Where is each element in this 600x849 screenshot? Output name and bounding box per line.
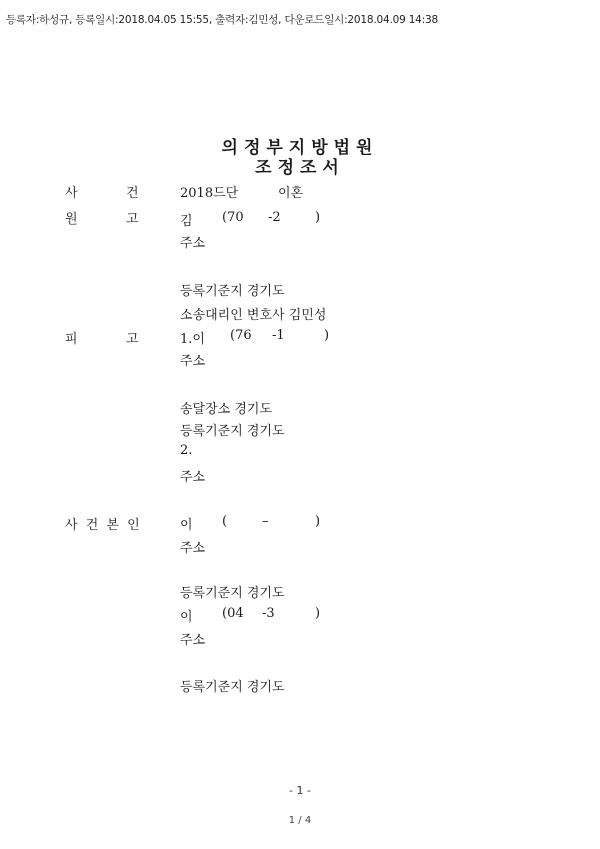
principal-2-address: 주소 (180, 633, 206, 648)
plaintiff-registry: 등록기준지 경기도 (180, 284, 285, 299)
defendant-registry: 등록기준지 경기도 (180, 424, 285, 439)
defendant-delivery: 송달장소 경기도 (180, 402, 273, 417)
case-label-1: 사 (65, 186, 78, 201)
page-counter: 1 / 4 (288, 815, 312, 826)
plaintiff-label-2: 고 (126, 212, 139, 227)
principal-2-name: 이 (180, 610, 193, 625)
plaintiff-address: 주소 (180, 236, 206, 251)
principal-2-id-open: (04 (222, 606, 244, 621)
defendant-2-address: 주소 (180, 470, 206, 485)
plaintiff-attorney: 소송대리인 변호사 김민성 (180, 308, 327, 323)
principal-1-id-open: ( (222, 514, 228, 529)
defendant-label-1: 피 (65, 332, 78, 347)
plaintiff-id-open: (70 (222, 210, 244, 225)
defendant-1-address: 주소 (180, 354, 206, 369)
case-number: 2018드단 (180, 186, 239, 201)
plaintiff-id-mid: -2 (268, 210, 281, 225)
defendant-1-id-open: (76 (230, 328, 252, 343)
court-name: 의정부지방법원 (221, 138, 379, 158)
principal-1-address: 주소 (180, 541, 206, 556)
principal-1-id-close: ) (315, 514, 321, 529)
download-header: 등록자:하성규, 등록일시:2018.04.05 15:55, 출력자:김민성, 다운로드일시:2018.04.09 14:38 (6, 14, 438, 26)
principal-2-id-mid: -3 (262, 606, 275, 621)
plaintiff-id-close: ) (315, 210, 321, 225)
case-name: 이혼 (278, 186, 304, 201)
defendant-1-id-mid: -1 (272, 328, 285, 343)
plaintiff-name: 김 (180, 214, 193, 229)
principal-label: 사 건 본 인 (65, 518, 142, 533)
defendant-1-id-close: ) (324, 328, 330, 343)
principal-2-registry: 등록기준지 경기도 (180, 680, 285, 695)
document-title: 조정조서 (255, 158, 345, 178)
principal-1-id-mid: – (262, 514, 269, 529)
page-marker: - 1 - (289, 784, 311, 797)
case-label-2: 건 (126, 186, 139, 201)
principal-1-registry: 등록기준지 경기도 (180, 586, 285, 601)
principal-2-id-close: ) (315, 606, 321, 621)
plaintiff-label-1: 원 (65, 212, 78, 227)
defendant-label-2: 고 (126, 332, 139, 347)
defendant-1-name: 1.이 (180, 332, 205, 347)
defendant-2-index: 2. (180, 443, 193, 458)
principal-1-name: 이 (180, 518, 193, 533)
